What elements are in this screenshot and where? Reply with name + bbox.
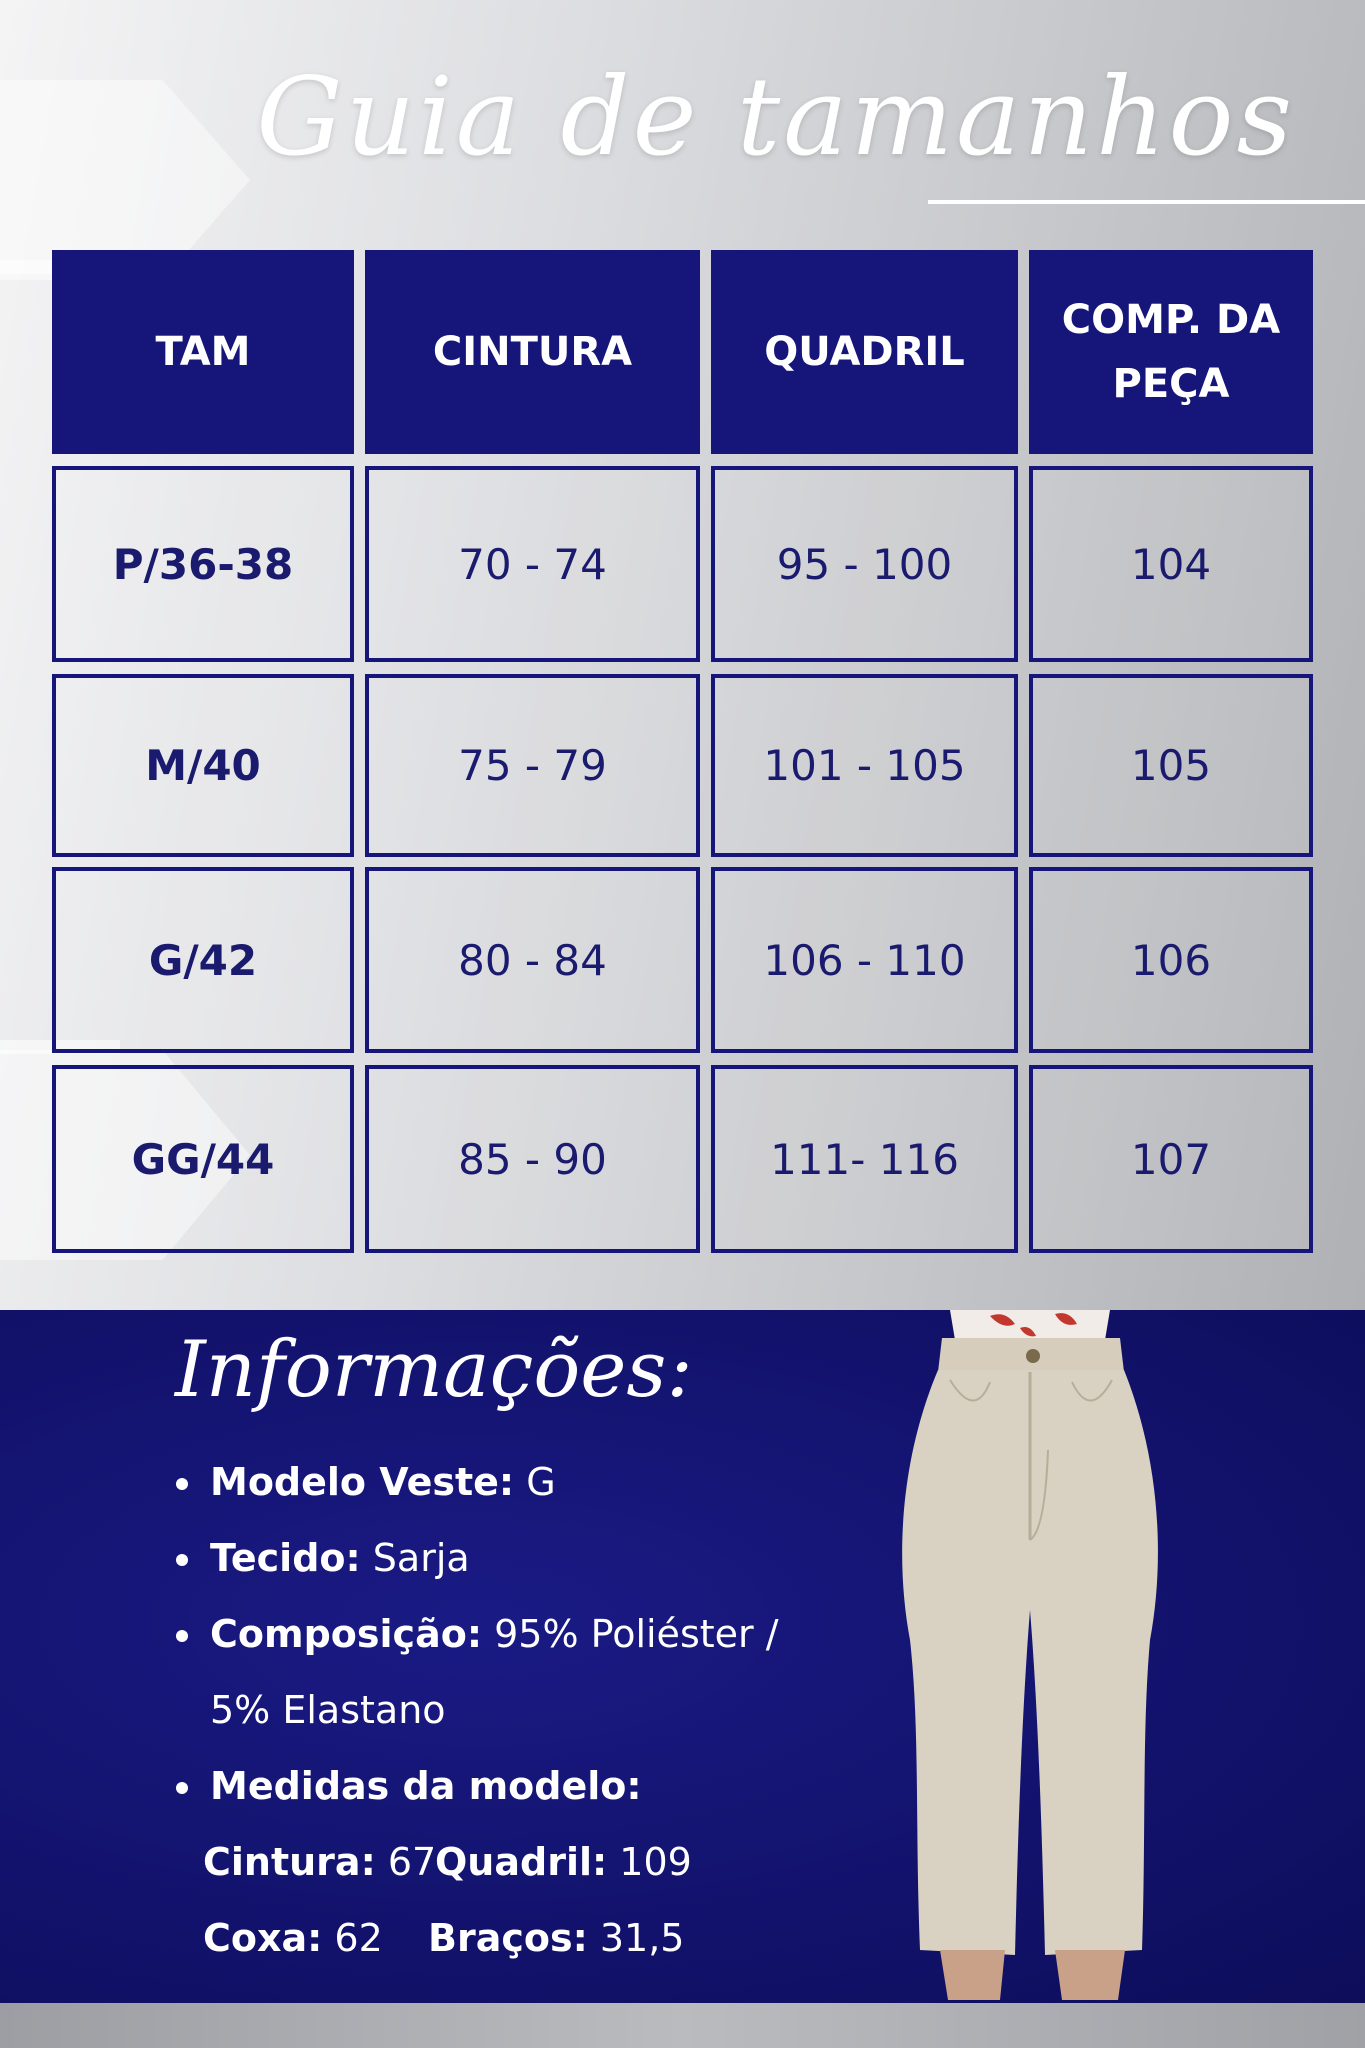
info-modelo-label: Modelo Veste: bbox=[210, 1460, 515, 1504]
table-cell-cintura: 80 - 84 bbox=[365, 867, 700, 1053]
info-tecido-label: Tecido: bbox=[210, 1536, 361, 1580]
info-bracos-value: 31,5 bbox=[587, 1916, 685, 1960]
info-composicao-cont: 5% Elastano bbox=[210, 1688, 446, 1732]
info-title: Informações: bbox=[175, 1325, 693, 1415]
page-title: Guia de tamanhos bbox=[256, 55, 1295, 180]
model-photo bbox=[880, 1310, 1180, 2005]
bullet-icon bbox=[176, 1782, 188, 1794]
header-quadril: QUADRIL bbox=[711, 250, 1018, 454]
info-composicao-value: 95% Poliéster / bbox=[482, 1612, 779, 1656]
table-cell-size: GG/44 bbox=[52, 1065, 354, 1253]
info-bracos-label: Braços: bbox=[428, 1916, 588, 1960]
table-cell-comp: 105 bbox=[1029, 674, 1313, 857]
header-cintura: CINTURA bbox=[365, 250, 700, 454]
info-composicao bbox=[210, 1612, 779, 1656]
info-coxa-value: 62 bbox=[322, 1916, 383, 1960]
info-quadril-label: Quadril: bbox=[435, 1840, 608, 1884]
bullet-icon bbox=[176, 1554, 188, 1566]
info-tecido-value: Sarja bbox=[360, 1536, 470, 1580]
info-composicao-label: Composição: bbox=[210, 1612, 483, 1656]
info-medidas bbox=[210, 1764, 642, 1808]
table-cell-size: G/42 bbox=[52, 867, 354, 1053]
table-cell-quadril: 111- 116 bbox=[711, 1065, 1018, 1253]
info-coxa bbox=[203, 1916, 383, 1960]
footer-band bbox=[0, 2003, 1365, 2048]
table-cell-size: M/40 bbox=[52, 674, 354, 857]
table-cell-size: P/36-38 bbox=[52, 466, 354, 662]
info-modelo-value: G bbox=[514, 1460, 556, 1504]
header-comp-da-peca: COMP. DA PEÇA bbox=[1029, 250, 1313, 454]
bullet-icon bbox=[176, 1630, 188, 1642]
header-tam: TAM bbox=[52, 250, 354, 454]
info-coxa-label: Coxa: bbox=[203, 1916, 323, 1960]
info-cintura-value: 67 bbox=[375, 1840, 437, 1884]
info-cintura bbox=[203, 1840, 436, 1884]
info-tecido bbox=[210, 1536, 470, 1580]
info-bracos bbox=[428, 1916, 685, 1960]
info-medidas-label: Medidas da modelo: bbox=[210, 1764, 642, 1808]
table-cell-quadril: 101 - 105 bbox=[711, 674, 1018, 857]
table-cell-cintura: 70 - 74 bbox=[365, 466, 700, 662]
table-cell-comp: 107 bbox=[1029, 1065, 1313, 1253]
info-cintura-label: Cintura: bbox=[203, 1840, 376, 1884]
info-quadril bbox=[435, 1840, 692, 1884]
table-cell-quadril: 106 - 110 bbox=[711, 867, 1018, 1053]
table-cell-comp: 104 bbox=[1029, 466, 1313, 662]
info-quadril-value: 109 bbox=[607, 1840, 692, 1884]
table-cell-comp: 106 bbox=[1029, 867, 1313, 1053]
bullet-icon bbox=[176, 1478, 188, 1490]
table-cell-quadril: 95 - 100 bbox=[711, 466, 1018, 662]
table-cell-cintura: 75 - 79 bbox=[365, 674, 700, 857]
info-modelo bbox=[210, 1460, 556, 1504]
title-underline bbox=[928, 200, 1365, 204]
table-cell-cintura: 85 - 90 bbox=[365, 1065, 700, 1253]
